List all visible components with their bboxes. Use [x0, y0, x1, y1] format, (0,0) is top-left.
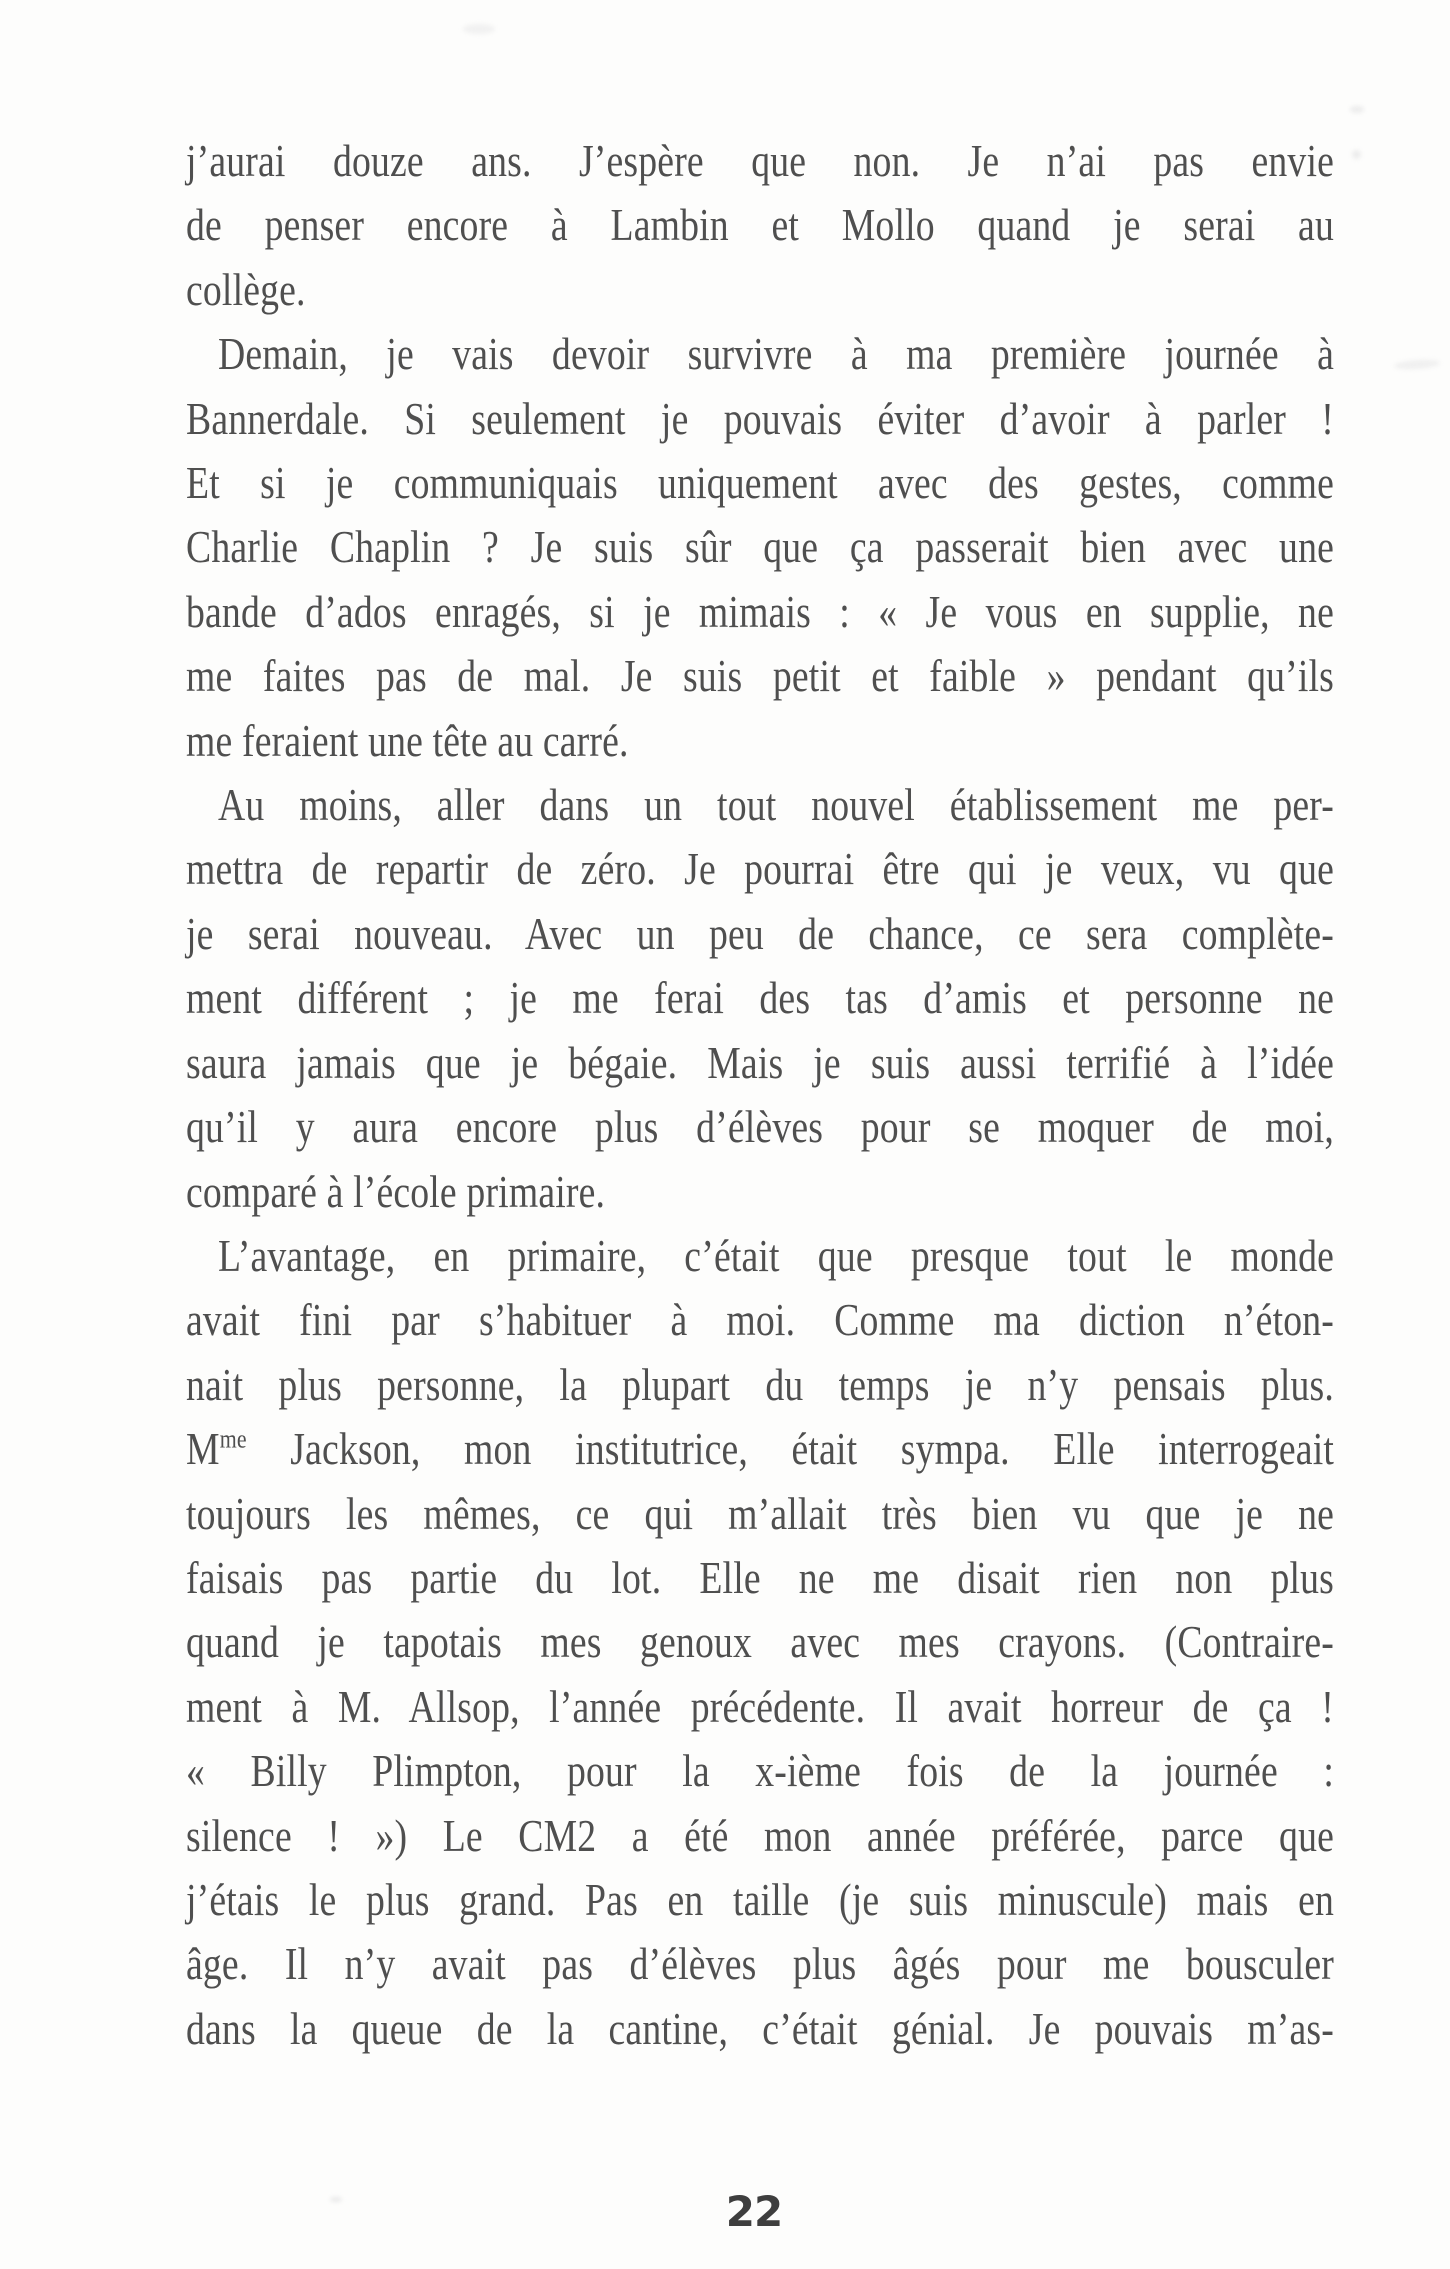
text-line: faisais pas partie du lot. Elle ne me disait rien non plus: [186, 1551, 1334, 1603]
text-line: Et si je communiquais uniquement avec des gestes, comme: [186, 457, 1334, 509]
text-line: bande d’ados enragés, si je mimais : « Je vous en supplie, ne: [186, 585, 1334, 637]
scan-artifact: [1352, 150, 1361, 159]
scan-artifact: [1350, 106, 1364, 113]
text-line: j’aurai douze ans. J’espère que non. Je n’ai pas envie: [186, 135, 1334, 186]
text-line: ment à M. Allsop, l’année précédente. Il avait horreur de ça !: [186, 1680, 1334, 1732]
text-line: [186, 1417, 1334, 1481]
text-line: nait plus personne, la plupart du temps je n’y pensais plus.: [186, 1358, 1334, 1410]
text-line: quand je tapotais mes genoux avec mes crayons. (Contraire-: [186, 1616, 1334, 1668]
scan-artifact: [463, 24, 495, 34]
text-line: Demain, je vais devoir survivre à ma première journée à: [217, 328, 1335, 380]
text-line: mettra de repartir de zéro. Je pourrai être qui je veux, vu que: [186, 843, 1334, 895]
page-number: 22: [725, 2187, 783, 2236]
text-line: je serai nouveau. Avec un peu de chance, ce sera complète-: [186, 907, 1334, 959]
text-line: avait fini par s’habituer à moi. Comme ma diction n’éton-: [186, 1294, 1334, 1346]
text-line: me faites pas de mal. Je suis petit et faible » pendant qu’ils: [186, 650, 1334, 702]
text-line: silence ! ») Le CM2 a été mon année préférée, parce que: [186, 1809, 1334, 1861]
text-line: me feraient une tête au carré.: [186, 714, 629, 766]
scan-artifact: [1394, 358, 1441, 370]
text-line: L’avantage, en primaire, c’était que presque tout le monde: [217, 1229, 1335, 1281]
text-line: qu’il y aura encore plus d’élèves pour se moquer de moi,: [186, 1101, 1334, 1153]
text-line: dans la queue de la cantine, c’était génial. Je pouvais m’as-: [186, 2002, 1334, 2054]
text-segment: Jackson, mon institutrice, était sympa. Elle interrogeait: [246, 1423, 1335, 1475]
superscript-abbreviation: me: [219, 1423, 247, 1454]
text-line: Bannerdale. Si seulement je pouvais éviter d’avoir à parler !: [186, 392, 1334, 444]
text-line: ment différent ; je me ferai des tas d’amis et personne ne: [186, 972, 1334, 1024]
text-line: saura jamais que je bégaie. Mais je suis aussi terrifié à l’idée: [186, 1036, 1334, 1088]
text-line: âge. Il n’y avait pas d’élèves plus âgés pour me bousculer: [186, 1938, 1334, 1990]
text-line: collège.: [186, 263, 306, 315]
text-line: Charlie Chaplin ? Je suis sûr que ça passerait bien avec une: [186, 521, 1334, 573]
text-segment: M: [186, 1423, 220, 1475]
text-line: comparé à l’école primaire.: [186, 1165, 606, 1217]
page-text: [186, 129, 1334, 2061]
text-line: j’étais le plus grand. Pas en taille (je suis minuscule) mais en: [186, 1873, 1334, 1925]
scan-artifact: [330, 2197, 342, 2202]
text-line: de penser encore à Lambin et Mollo quand je serai au: [186, 199, 1334, 251]
text-line: Au moins, aller dans un tout nouvel établissement me per-: [217, 779, 1335, 831]
text-line: « Billy Plimpton, pour la x-ième fois de la journée :: [186, 1745, 1334, 1797]
text-line: toujours les mêmes, ce qui m’allait très bien vu que je ne: [186, 1487, 1334, 1539]
